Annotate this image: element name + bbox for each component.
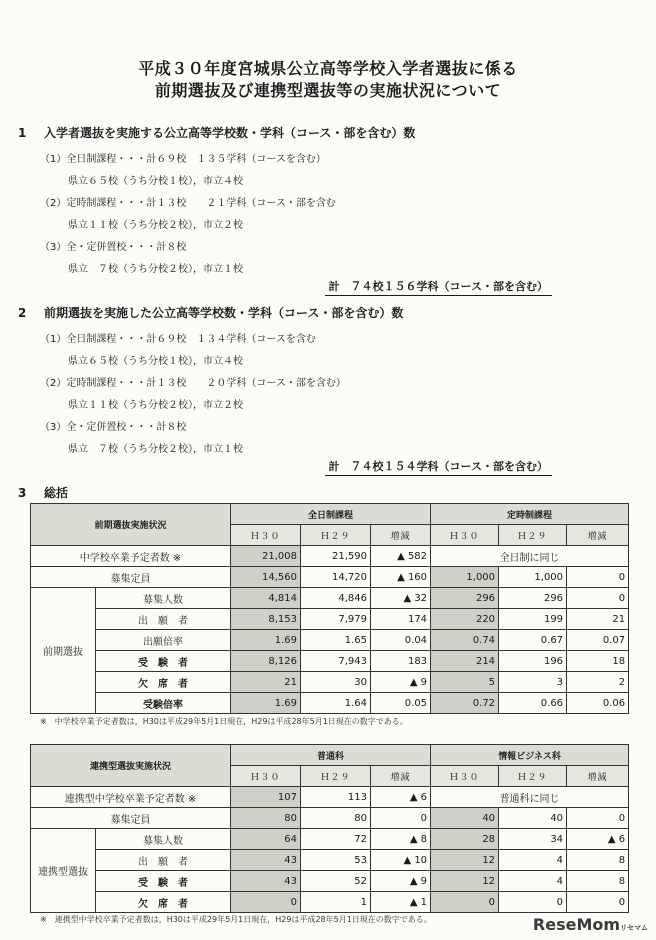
table-row (31, 808, 629, 829)
section2-line: （2）定時制課程・・・計１３校 ２０学科（コース・部を含む） (40, 378, 346, 389)
cell: 0.05 (371, 693, 431, 714)
cell: 183 (371, 651, 431, 672)
cell: 21,590 (301, 546, 371, 567)
cell: 0.66 (499, 693, 567, 714)
table-row (31, 693, 629, 714)
cell: 0 (567, 567, 629, 588)
cell: 5 (431, 672, 499, 693)
cell: 0 (231, 892, 301, 913)
table-row (31, 588, 629, 609)
cell: 0 (371, 808, 431, 829)
cell: 174 (371, 609, 431, 630)
cell: 8 (567, 871, 629, 892)
group-header-fulltime: 全日制課程 (231, 504, 431, 525)
cell: 1.69 (231, 693, 301, 714)
cell: 3 (499, 672, 567, 693)
table-row (31, 829, 629, 850)
cell: ▲ 582 (371, 546, 431, 567)
column-header: Ｈ３０ (231, 525, 301, 546)
cell: 72 (301, 829, 371, 850)
group-header-info-business: 情報ビジネス科 (431, 745, 629, 766)
cell: ▲ 6 (371, 787, 431, 808)
cell-same-as-general: 普通科に同じ (431, 787, 629, 808)
section1-line: （1）全日制課程・・・計６９校 １３５学科（コースを含む） (40, 154, 326, 165)
row-label: 募集人数 (96, 588, 231, 609)
cell: ▲ 9 (371, 672, 431, 693)
table1-footnote: ※ 中学校卒業予定者数は，H30は平成29年5月1日現在，H29は平成28年5月1日現在の数字である。 (40, 717, 408, 726)
group-label: 連携型選抜 (31, 829, 96, 913)
cell: 0 (567, 588, 629, 609)
cell: ▲ 6 (567, 829, 629, 850)
early-selection-table (30, 503, 629, 714)
group-header-general: 普通科 (231, 745, 431, 766)
cell: 220 (431, 609, 499, 630)
cell: 0 (567, 808, 629, 829)
column-header: Ｈ２９ (301, 766, 371, 787)
cell: 0 (567, 892, 629, 913)
cell: 113 (301, 787, 371, 808)
cell: 18 (567, 651, 629, 672)
cell: 7,979 (301, 609, 371, 630)
cell: ▲ 10 (371, 850, 431, 871)
cell: 21 (231, 672, 301, 693)
cell: ▲ 8 (371, 829, 431, 850)
table-row (31, 892, 629, 913)
cell: 7,943 (301, 651, 371, 672)
cell: 0.72 (431, 693, 499, 714)
cell: 4 (499, 871, 567, 892)
cell: 28 (431, 829, 499, 850)
cell: 80 (231, 808, 301, 829)
column-header: Ｈ３０ (431, 525, 499, 546)
cell: 0.74 (431, 630, 499, 651)
resemom-watermark-logo: ReseMomリセマム (532, 915, 648, 934)
cell: 21 (567, 609, 629, 630)
row-label: 受 験 者 (96, 651, 231, 672)
row-label: 中学校卒業予定者数 ※ (31, 546, 231, 567)
table-row (31, 567, 629, 588)
cell: 214 (431, 651, 499, 672)
row-label: 出 願 者 (96, 850, 231, 871)
cell: 40 (499, 808, 567, 829)
cell: 296 (499, 588, 567, 609)
cell: 53 (301, 850, 371, 871)
cell: 34 (499, 829, 567, 850)
row-label: 出願倍率 (96, 630, 231, 651)
section1-heading: 1 入学者選抜を実施する公立高等学校数・学科（コース・部を含む）数 (18, 126, 416, 140)
cell: 0.06 (567, 693, 629, 714)
section2-line: 県立１１校（うち分校２校），市立２校 (68, 400, 243, 411)
section2-total: 計 ７４校１５４学科（コース・部を含む） (325, 458, 552, 476)
cell: 4,814 (231, 588, 301, 609)
cell: 0.04 (371, 630, 431, 651)
collaborative-selection-table (30, 744, 629, 913)
cell: 0.67 (499, 630, 567, 651)
column-header: Ｈ２９ (499, 525, 567, 546)
cell: 64 (231, 829, 301, 850)
section1-total: 計 ７４校１５６学科（コース・部を含む） (325, 278, 552, 296)
table-row (31, 871, 629, 892)
cell: 0.07 (567, 630, 629, 651)
table-row (31, 672, 629, 693)
cell: 196 (499, 651, 567, 672)
group-header-parttime: 定時制課程 (431, 504, 629, 525)
section2-line: 県立 ７校（うち分校２校），市立１校 (68, 444, 243, 455)
column-header: Ｈ２９ (301, 525, 371, 546)
row-label: 受 験 者 (96, 871, 231, 892)
cell: 12 (431, 850, 499, 871)
section2-heading: 2 前期選抜を実施した公立高等学校数・学科（コース・部を含む）数 (18, 306, 404, 320)
row-label: 受験倍率 (96, 693, 231, 714)
cell: 43 (231, 871, 301, 892)
row-label: 募集定員 (31, 808, 231, 829)
section1-line: （2）定時制課程・・・計１３校 ２１学科（コース・部を含む (40, 198, 336, 209)
cell: 199 (499, 609, 567, 630)
table-row (31, 850, 629, 871)
cell: ▲ 160 (371, 567, 431, 588)
column-header: Ｈ２９ (499, 766, 567, 787)
table-row (31, 630, 629, 651)
cell: 1,000 (499, 567, 567, 588)
column-header: 増減 (371, 766, 431, 787)
table-corner-header: 連携型選抜実施状況 (31, 745, 231, 787)
column-header: 増減 (567, 525, 629, 546)
section2-line: （1）全日制課程・・・計６９校 １３４学科（コースを含む (40, 334, 316, 345)
section1-line: 県立６５校（うち分校１校），市立４校 (68, 176, 243, 187)
cell: 1 (301, 892, 371, 913)
table-row (31, 609, 629, 630)
column-header: 増減 (371, 525, 431, 546)
cell: ▲ 9 (371, 871, 431, 892)
section2-line: （3）全・定併置校・・・計８校 (40, 422, 187, 433)
cell: ▲ 1 (371, 892, 431, 913)
cell: 8,153 (231, 609, 301, 630)
table-corner-header: 前期選抜実施状況 (31, 504, 231, 546)
document-title-line1: 平成３０年度宮城県公立高等学校入学者選抜に係る (138, 59, 518, 78)
cell: 1.65 (301, 630, 371, 651)
cell: 80 (301, 808, 371, 829)
cell: ▲ 32 (371, 588, 431, 609)
row-label: 募集定員 (31, 567, 231, 588)
cell: 0 (431, 892, 499, 913)
section3-heading: 3 総括 (18, 486, 69, 500)
section1-line: 県立１１校（うち分校２校），市立２校 (68, 220, 243, 231)
cell: 14,560 (231, 567, 301, 588)
column-header: Ｈ３０ (231, 766, 301, 787)
cell: 1,000 (431, 567, 499, 588)
group-label: 前期選抜 (31, 588, 96, 714)
section1-line: 県立 ７校（うち分校２校），市立１校 (68, 264, 243, 275)
cell: 14,720 (301, 567, 371, 588)
cell: 4,846 (301, 588, 371, 609)
cell: 2 (567, 672, 629, 693)
row-label: 出 願 者 (96, 609, 231, 630)
row-label: 欠 席 者 (96, 892, 231, 913)
cell: 43 (231, 850, 301, 871)
cell-same-as-fulltime: 全日制に同じ (431, 546, 629, 567)
table2-footnote: ※ 連携型中学校卒業予定者数は，H30は平成29年5月1日現在，H29は平成28年5月1日現在の数字である。 (40, 915, 432, 924)
cell: 0 (499, 892, 567, 913)
cell: 40 (431, 808, 499, 829)
cell: 1.64 (301, 693, 371, 714)
table-row (31, 546, 629, 567)
column-header: 増減 (567, 766, 629, 787)
section2-line: 県立６５校（うち分校１校），市立４校 (68, 356, 243, 367)
section1-line: （3）全・定併置校・・・計８校 (40, 242, 187, 253)
cell: 21,008 (231, 546, 301, 567)
cell: 30 (301, 672, 371, 693)
cell: 296 (431, 588, 499, 609)
table-row (31, 651, 629, 672)
document-title-line2: 前期選抜及び連携型選抜等の実施状況について (154, 81, 502, 100)
cell: 8 (567, 850, 629, 871)
column-header: Ｈ３０ (431, 766, 499, 787)
cell: 8,126 (231, 651, 301, 672)
table-row (31, 787, 629, 808)
cell: 107 (231, 787, 301, 808)
row-label: 連携型中学校卒業予定者数 ※ (31, 787, 231, 808)
cell: 52 (301, 871, 371, 892)
cell: 4 (499, 850, 567, 871)
row-label: 欠 席 者 (96, 672, 231, 693)
row-label: 募集人数 (96, 829, 231, 850)
cell: 1.69 (231, 630, 301, 651)
cell: 12 (431, 871, 499, 892)
